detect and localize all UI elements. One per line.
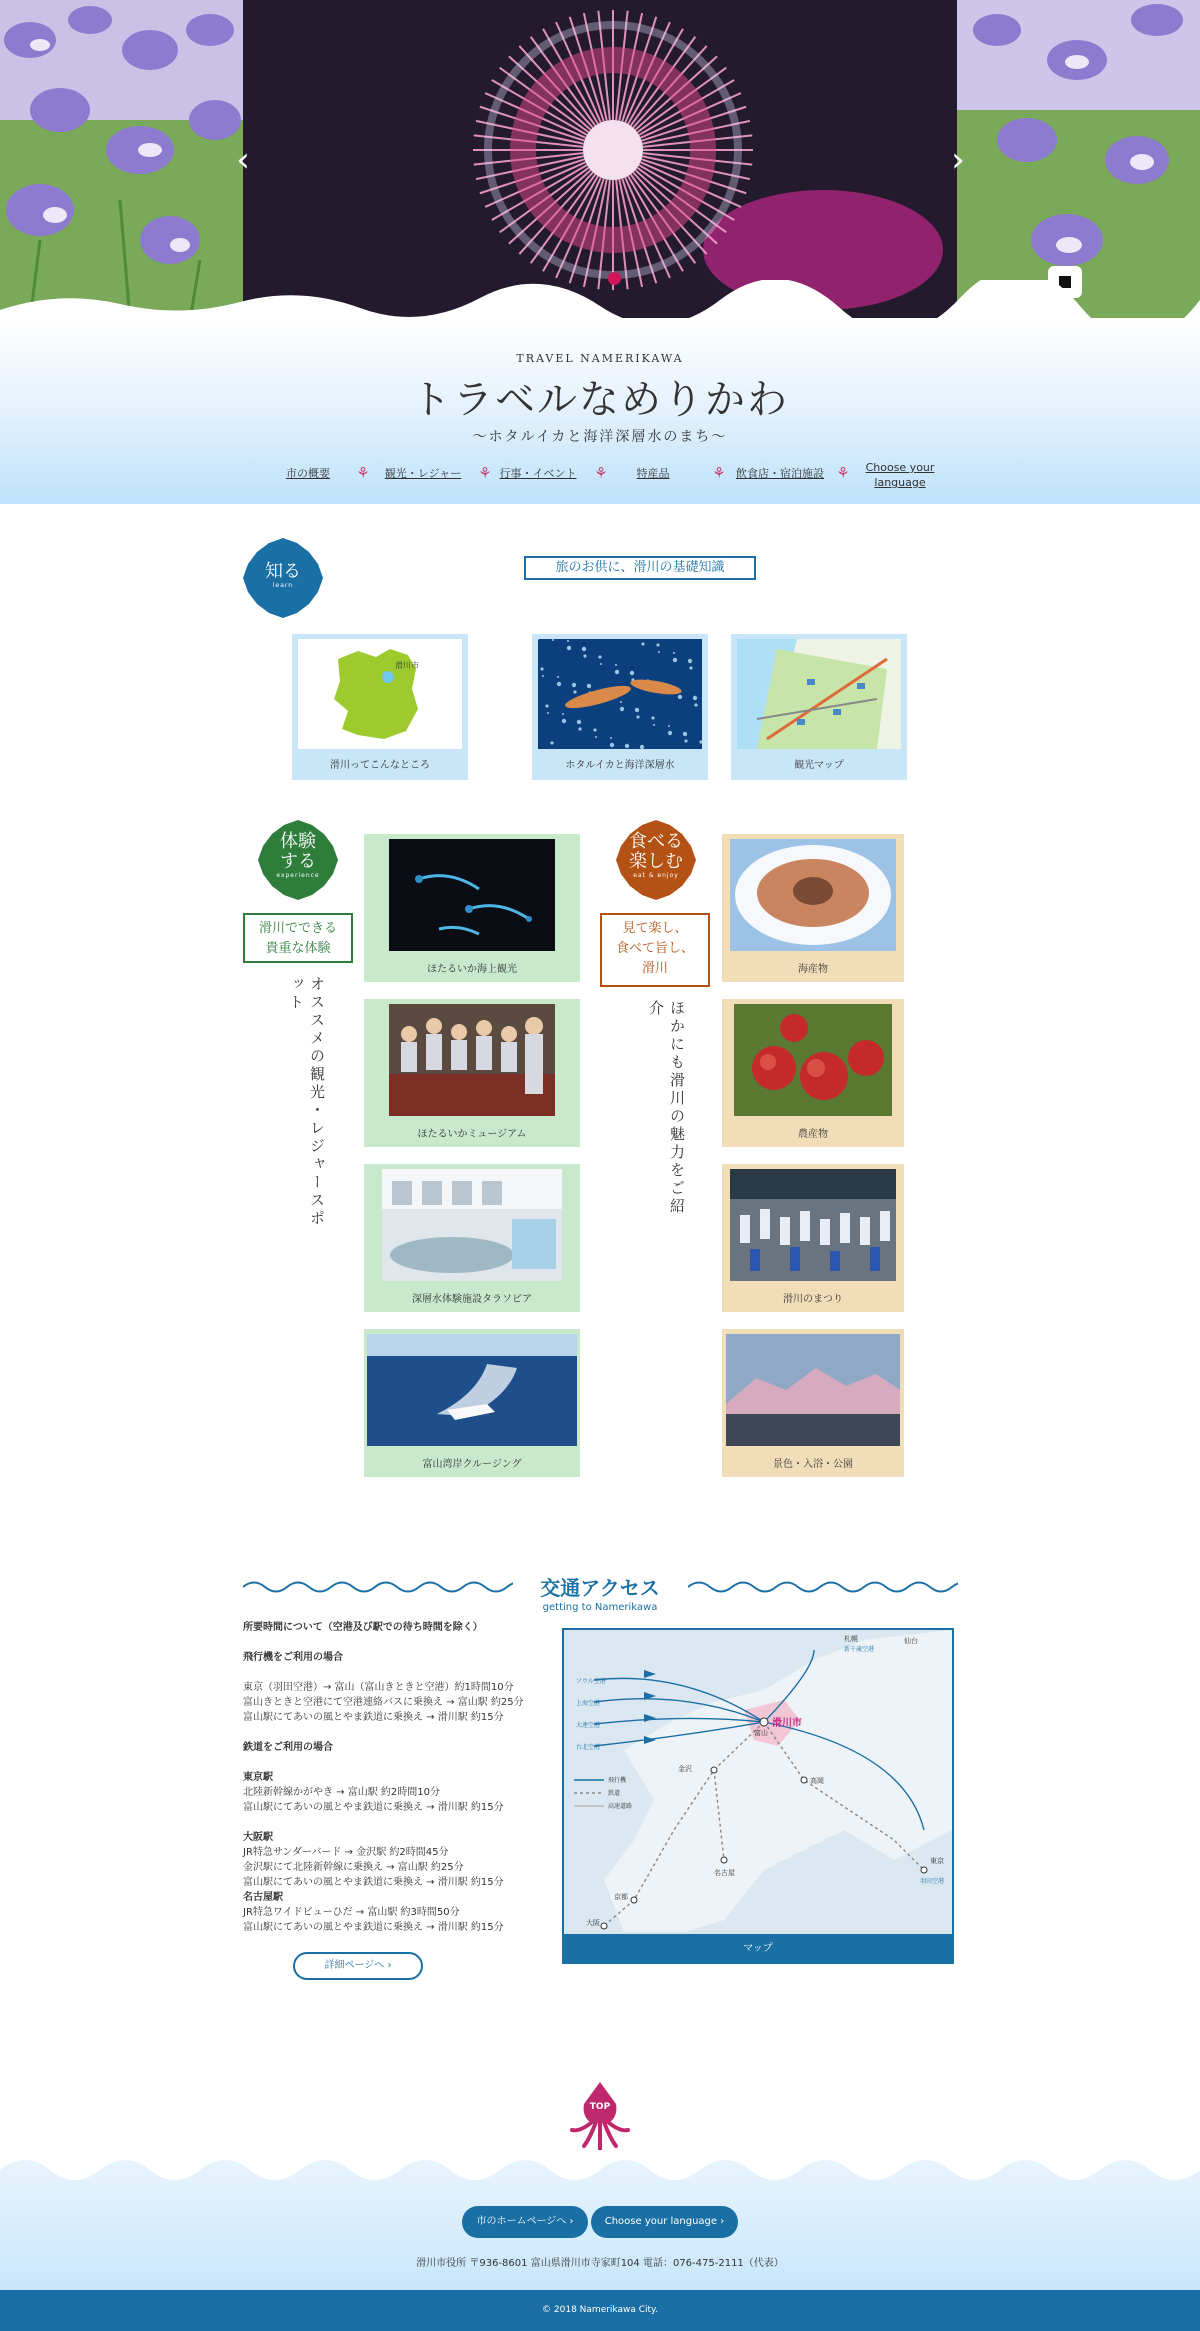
map-label-tokyo: 東京 [930, 1857, 944, 1865]
experience-badge: 体験する experience [258, 820, 338, 900]
main-navigation [270, 458, 940, 492]
access-line: 金沢駅にて北陸新幹線に乗換え → 富山駅 約25分 [243, 1862, 464, 1873]
hero-wave-divider [0, 280, 1200, 320]
nav-item-city-overview[interactable]: 市の概要 [286, 467, 330, 480]
city-homepage-button[interactable]: 市のホームページへ › [462, 2206, 588, 2238]
map-legend-road: 高速道路 [608, 1803, 633, 1810]
food-section-label: 見て楽し、 食べて旨し、 滑川 [600, 913, 710, 987]
nav-item-sightseeing[interactable]: 観光・レジャー [384, 467, 462, 480]
access-line [243, 1755, 543, 1770]
map-legend-air: 飛行機 [608, 1777, 627, 1784]
access-line: 富山駅にてあいの風とやま鉄道に乗換え → 滑川駅 約15分 [243, 1712, 504, 1723]
city-hall-address: 滑川市役所 〒936-8601 富山県滑川市寺家町104 電話：076-475-2111（代表） [416, 2258, 784, 2269]
access-line [243, 1815, 543, 1830]
map-label-new-chitose-airport: 新千歳空港 [844, 1646, 875, 1653]
glowing-squid-image [389, 839, 555, 951]
coral-separator-icon: ⚘ [594, 464, 608, 482]
access-line: 東京（羽田空港）→ 富山（富山きときと空港）約1時間10分 [243, 1682, 514, 1693]
experience-card-thalassopia[interactable] [364, 1164, 580, 1312]
map-label-sendai: 仙台 [904, 1637, 918, 1645]
know-card-about-namerikawa[interactable] [292, 634, 468, 780]
know-section-label: 旅のお供に、滑川の基礎知識 [524, 556, 756, 580]
site-subtitle: 〜ホタルイカと海洋深層水のまち〜 [472, 429, 728, 445]
experience-card-squid-boat[interactable] [364, 834, 580, 982]
site-title[interactable]: トラベルなめりかわ [411, 377, 789, 423]
coral-separator-icon: ⚘ [836, 464, 850, 482]
know-card-firefly-squid[interactable] [532, 634, 708, 780]
map-label-takaoka: 高岡 [810, 1777, 824, 1785]
hero-slideshow [0, 0, 1200, 320]
know-card-tourist-map[interactable] [731, 634, 907, 780]
map-label-nagoya: 名古屋 [714, 1869, 735, 1877]
card-caption: ほたるいかミュージアム [417, 1129, 527, 1140]
card-caption: 深層水体験施設タラソピア [412, 1294, 532, 1305]
top-label: TOP [589, 2102, 611, 2112]
experience-vertical-text: オススメの観光・レジャースポット [287, 976, 326, 1228]
card-caption: 富山湾岸クルージング [422, 1459, 522, 1470]
experience-section-label: 滑川でできる 貴重な体験 [243, 913, 353, 963]
map-label-namerikawa-city: 滑川市 [395, 661, 419, 670]
museum-visitors-image [389, 1004, 555, 1116]
map-label-namerikawa: 滑川市 [772, 1718, 802, 1729]
access-line: 名古屋駅 [243, 1892, 283, 1903]
food-card-scenery[interactable] [722, 1329, 904, 1477]
map-label-toyama: 富山 [754, 1729, 768, 1737]
access-line: JR特急ワイドビューひだ → 富山駅 約3時間50分 [243, 1907, 460, 1918]
festival-dancers-image [730, 1169, 896, 1281]
access-wave-left [243, 1578, 513, 1596]
map-label-kyoto: 京都 [614, 1893, 628, 1901]
food-card-seafood[interactable] [722, 834, 904, 982]
map-caption: マップ [564, 1934, 952, 1964]
card-caption: 滑川のまつり [783, 1294, 843, 1305]
cruise-ship-image [367, 1334, 577, 1446]
copyright-bar: © 2018 Namerikawa City. [0, 2290, 1200, 2331]
mountain-scenery-image [726, 1334, 900, 1446]
access-line: 東京駅 [243, 1772, 273, 1783]
food-card-agriculture[interactable] [722, 999, 904, 1147]
site-header [0, 318, 1200, 504]
access-title: 交通アクセス [540, 1576, 660, 1600]
access-line [243, 1725, 543, 1740]
map-label-dalian-airport: 大連空港 [576, 1722, 601, 1729]
food-card-festival[interactable] [722, 1164, 904, 1312]
access-directions [243, 1620, 543, 1935]
food-vertical-text: ほかにも滑川の魅力をご紹介 [647, 1000, 686, 1216]
map-label-seoul-airport: ソウル空港 [576, 1678, 606, 1685]
firefly-squid-image [538, 639, 702, 749]
access-map[interactable] [562, 1628, 954, 1964]
access-line: JR特急サンダーバード → 金沢駅 約2時間45分 [243, 1847, 449, 1858]
access-line: 所要時間について（空港及び駅での待ち時間を除く） [243, 1622, 483, 1633]
card-caption: 滑川ってこんなところ [330, 760, 430, 771]
back-to-top-button[interactable] [566, 2080, 634, 2152]
access-line: 富山きときと空港にて空港連絡バスに乗換え → 富山駅 約25分 [243, 1697, 524, 1708]
access-line [243, 1635, 543, 1650]
access-line [243, 1665, 543, 1680]
access-subtitle: getting to Namerikawa [542, 1602, 658, 1613]
access-line: 富山駅にてあいの風とやま鉄道に乗換え → 滑川駅 約15分 [243, 1922, 504, 1933]
access-line: 北陸新幹線かがやき → 富山駅 約2時間10分 [243, 1787, 441, 1798]
apples-image [734, 1004, 892, 1116]
coral-separator-icon: ⚘ [712, 464, 726, 482]
seafood-dish-image [730, 839, 896, 951]
card-caption: 景色・入浴・公園 [773, 1459, 853, 1470]
footer-wave [0, 2150, 1200, 2190]
iris-flowers-image [0, 0, 243, 320]
map-label-haneda-airport: 羽田空港 [920, 1878, 945, 1885]
map-label-kanazawa: 金沢 [678, 1765, 692, 1773]
card-caption: 海産物 [798, 964, 828, 975]
map-legend-rail: 鉄道 [608, 1790, 621, 1797]
card-caption: 観光マップ [794, 760, 844, 771]
map-label-osaka: 大阪 [586, 1919, 600, 1927]
nav-item-events[interactable]: 行事・イベント [499, 467, 577, 480]
map-label-sapporo: 札幌 [844, 1635, 858, 1643]
access-line: 鉄道をご利用の場合 [243, 1742, 333, 1753]
experience-card-bay-cruising[interactable] [364, 1329, 580, 1477]
coral-separator-icon: ⚘ [478, 464, 492, 482]
access-line: 大阪駅 [243, 1832, 273, 1843]
access-wave-right [688, 1578, 958, 1596]
slide-prev-button[interactable]: ‹ [236, 140, 250, 180]
access-line: 富山駅にてあいの風とやま鉄道に乗換え → 滑川駅 約15分 [243, 1877, 504, 1888]
nav-item-choose-language[interactable]: Choose your language [865, 461, 935, 489]
access-line: 飛行機をご利用の場合 [243, 1652, 343, 1663]
nav-item-specialties[interactable]: 特産品 [636, 467, 670, 480]
card-caption: 農産物 [798, 1129, 828, 1140]
fireworks-image [243, 0, 957, 320]
tourist-map-image [737, 639, 901, 749]
toyama-map-image [298, 639, 462, 749]
experience-card-museum[interactable] [364, 999, 580, 1147]
deep-sea-water-facility-image [382, 1169, 562, 1281]
nav-item-restaurants-hotels[interactable]: 飲食店・宿泊施設 [736, 467, 824, 480]
squid-icon [566, 2080, 634, 2152]
map-label-taipei-airport: 台北空港 [576, 1744, 601, 1751]
coral-separator-icon: ⚘ [356, 464, 370, 482]
food-badge: 食べる楽しむ eat & enjoy [616, 820, 696, 900]
card-caption: ほたるいか海上観光 [427, 964, 517, 975]
card-caption: ホタルイカと海洋深層水 [565, 760, 675, 771]
detail-page-button[interactable]: 詳細ページへ › [293, 1952, 423, 1980]
access-line: 富山駅にてあいの風とやま鉄道に乗換え → 滑川駅 約15分 [243, 1802, 504, 1813]
map-label-shanghai-airport: 上海空港 [576, 1700, 601, 1707]
brand-english-name: TRAVEL NAMERIKAWA [516, 352, 684, 365]
slide-next-button[interactable]: › [951, 140, 965, 180]
know-badge: 知る learn [243, 538, 323, 618]
choose-language-button[interactable]: Choose your language › [591, 2206, 738, 2238]
